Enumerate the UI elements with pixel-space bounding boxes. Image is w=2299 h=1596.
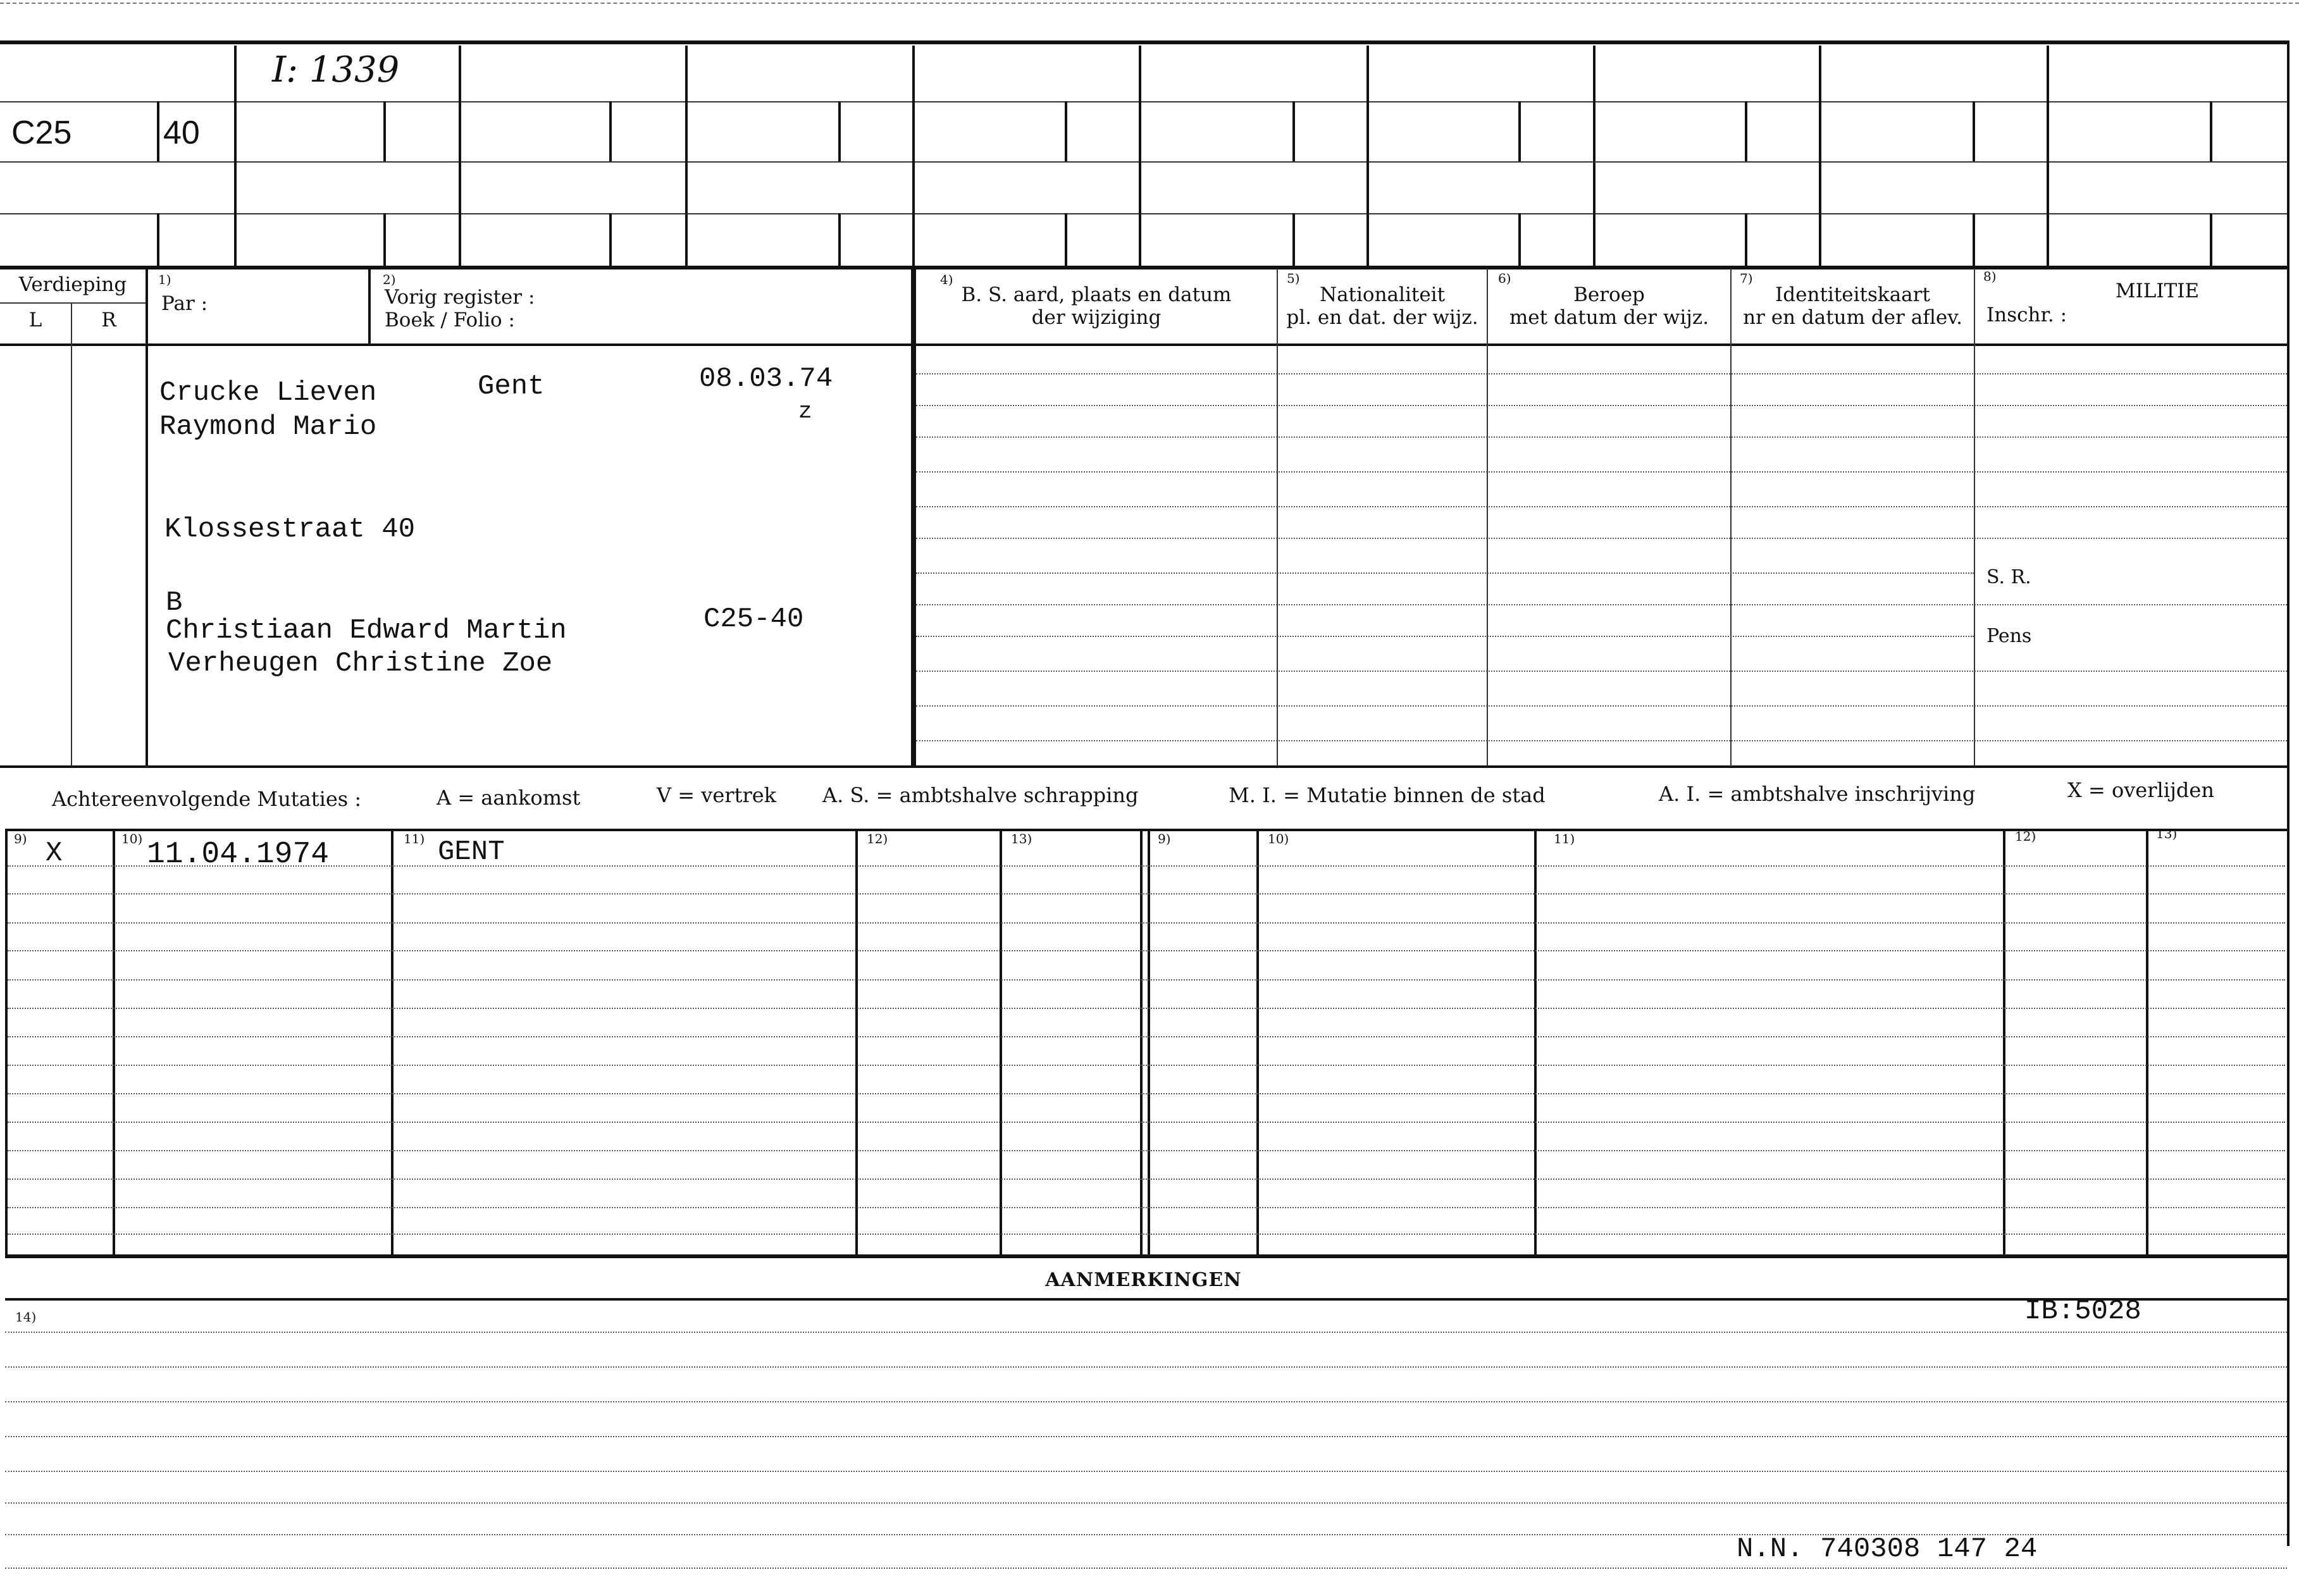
legend-a: A = aankomst <box>437 786 581 810</box>
militie-sr: S. R. <box>1986 566 2031 588</box>
legend-v: V = vertrek <box>657 783 777 807</box>
remarks-rule <box>5 1298 2287 1301</box>
col8-inschr: Inschr. : <box>1986 304 2067 326</box>
legend-x: X = overlijden <box>2067 778 2214 802</box>
person-sex-code: z <box>798 399 812 424</box>
header-verdieping: Verdieping <box>18 273 127 296</box>
col1-number: 1) <box>158 272 171 287</box>
header-r: R <box>101 309 116 331</box>
top-edge <box>0 3 2299 4</box>
col5-line2: pl. en dat. der wijz. <box>1286 306 1478 329</box>
col6-number: 6) <box>1498 271 1511 286</box>
col2-number: 2) <box>383 272 396 287</box>
legend-title: Achtereenvolgende Mutaties : <box>52 787 362 811</box>
person-mother: Verheugen Christine Zoe <box>168 648 553 679</box>
col5-line1: Nationaliteit <box>1319 283 1446 306</box>
militie-pens: Pens <box>1986 625 2032 647</box>
mut-col9-left: 9) <box>14 831 27 846</box>
mut-col12-left: 12) <box>867 831 888 846</box>
mut-col10-right: 10) <box>1268 831 1289 846</box>
mut-col10-left: 10) <box>121 831 143 846</box>
col2-line1: Vorig register : <box>385 286 535 309</box>
mutation-place: GENT <box>438 836 505 868</box>
mutation-date: 11.04.1974 <box>147 838 330 872</box>
person-birthplace: Gent <box>478 371 545 402</box>
legend-ai: A. I. = ambtshalve inschrijving <box>1659 782 1976 806</box>
col5-number: 5) <box>1287 271 1300 286</box>
col8-number: 8) <box>1983 269 1997 284</box>
remarks-number: 14) <box>15 1309 37 1325</box>
remarks-ib: IB:5028 <box>2024 1296 2141 1327</box>
col4-line2: der wijziging <box>1031 306 1162 329</box>
legend-as: A. S. = ambtshalve schrapping <box>822 783 1139 807</box>
col6-line1: Beroep <box>1573 283 1645 306</box>
person-address: Klossestraat 40 <box>164 514 416 545</box>
mutation-type: X <box>46 838 63 869</box>
person-letter: B <box>166 587 183 619</box>
top-rule <box>0 40 2287 44</box>
col4-number: 4) <box>940 272 953 287</box>
col6-line2: met datum der wijz. <box>1509 306 1709 329</box>
mut-col11-left: 11) <box>404 831 425 846</box>
col4-line1: B. S. aard, plaats en datum <box>961 283 1232 306</box>
mut-col13-right: 13) <box>2156 826 2178 841</box>
national-number: N.N. 740308 147 24 <box>1737 1533 2038 1565</box>
mut-col12-right: 12) <box>2015 829 2036 844</box>
person-name-line2: Raymond Mario <box>159 411 377 443</box>
col2-line2: Boek / Folio : <box>385 309 515 331</box>
header-l: L <box>28 309 42 331</box>
col8-militie: MILITIE <box>2115 280 2200 302</box>
person-name-line1: Crucke Lieven <box>159 377 377 409</box>
col7-line1: Identiteitskaart <box>1775 283 1930 306</box>
person-birthdate: 08.03.74 <box>699 363 833 395</box>
mut-col9-right: 9) <box>1158 831 1171 846</box>
col7-number: 7) <box>1740 271 1753 286</box>
top-cell-40: 40 <box>163 114 200 151</box>
mut-col13-left: 13) <box>1011 831 1032 846</box>
remarks-title: AANMERKINGEN <box>1045 1269 1242 1291</box>
col1-label: Par : <box>161 292 208 315</box>
legend-mi: M. I. = Mutatie binnen de stad <box>1229 783 1546 807</box>
handwritten-reference: I: 1339 <box>272 49 400 90</box>
person-father: Christiaan Edward Martin <box>166 615 567 646</box>
col7-line2: nr en datum der aflev. <box>1743 306 1962 329</box>
mut-col11-right: 11) <box>1554 831 1575 846</box>
person-ref: C25-40 <box>703 603 804 635</box>
top-cell-c25: C25 <box>11 114 72 151</box>
